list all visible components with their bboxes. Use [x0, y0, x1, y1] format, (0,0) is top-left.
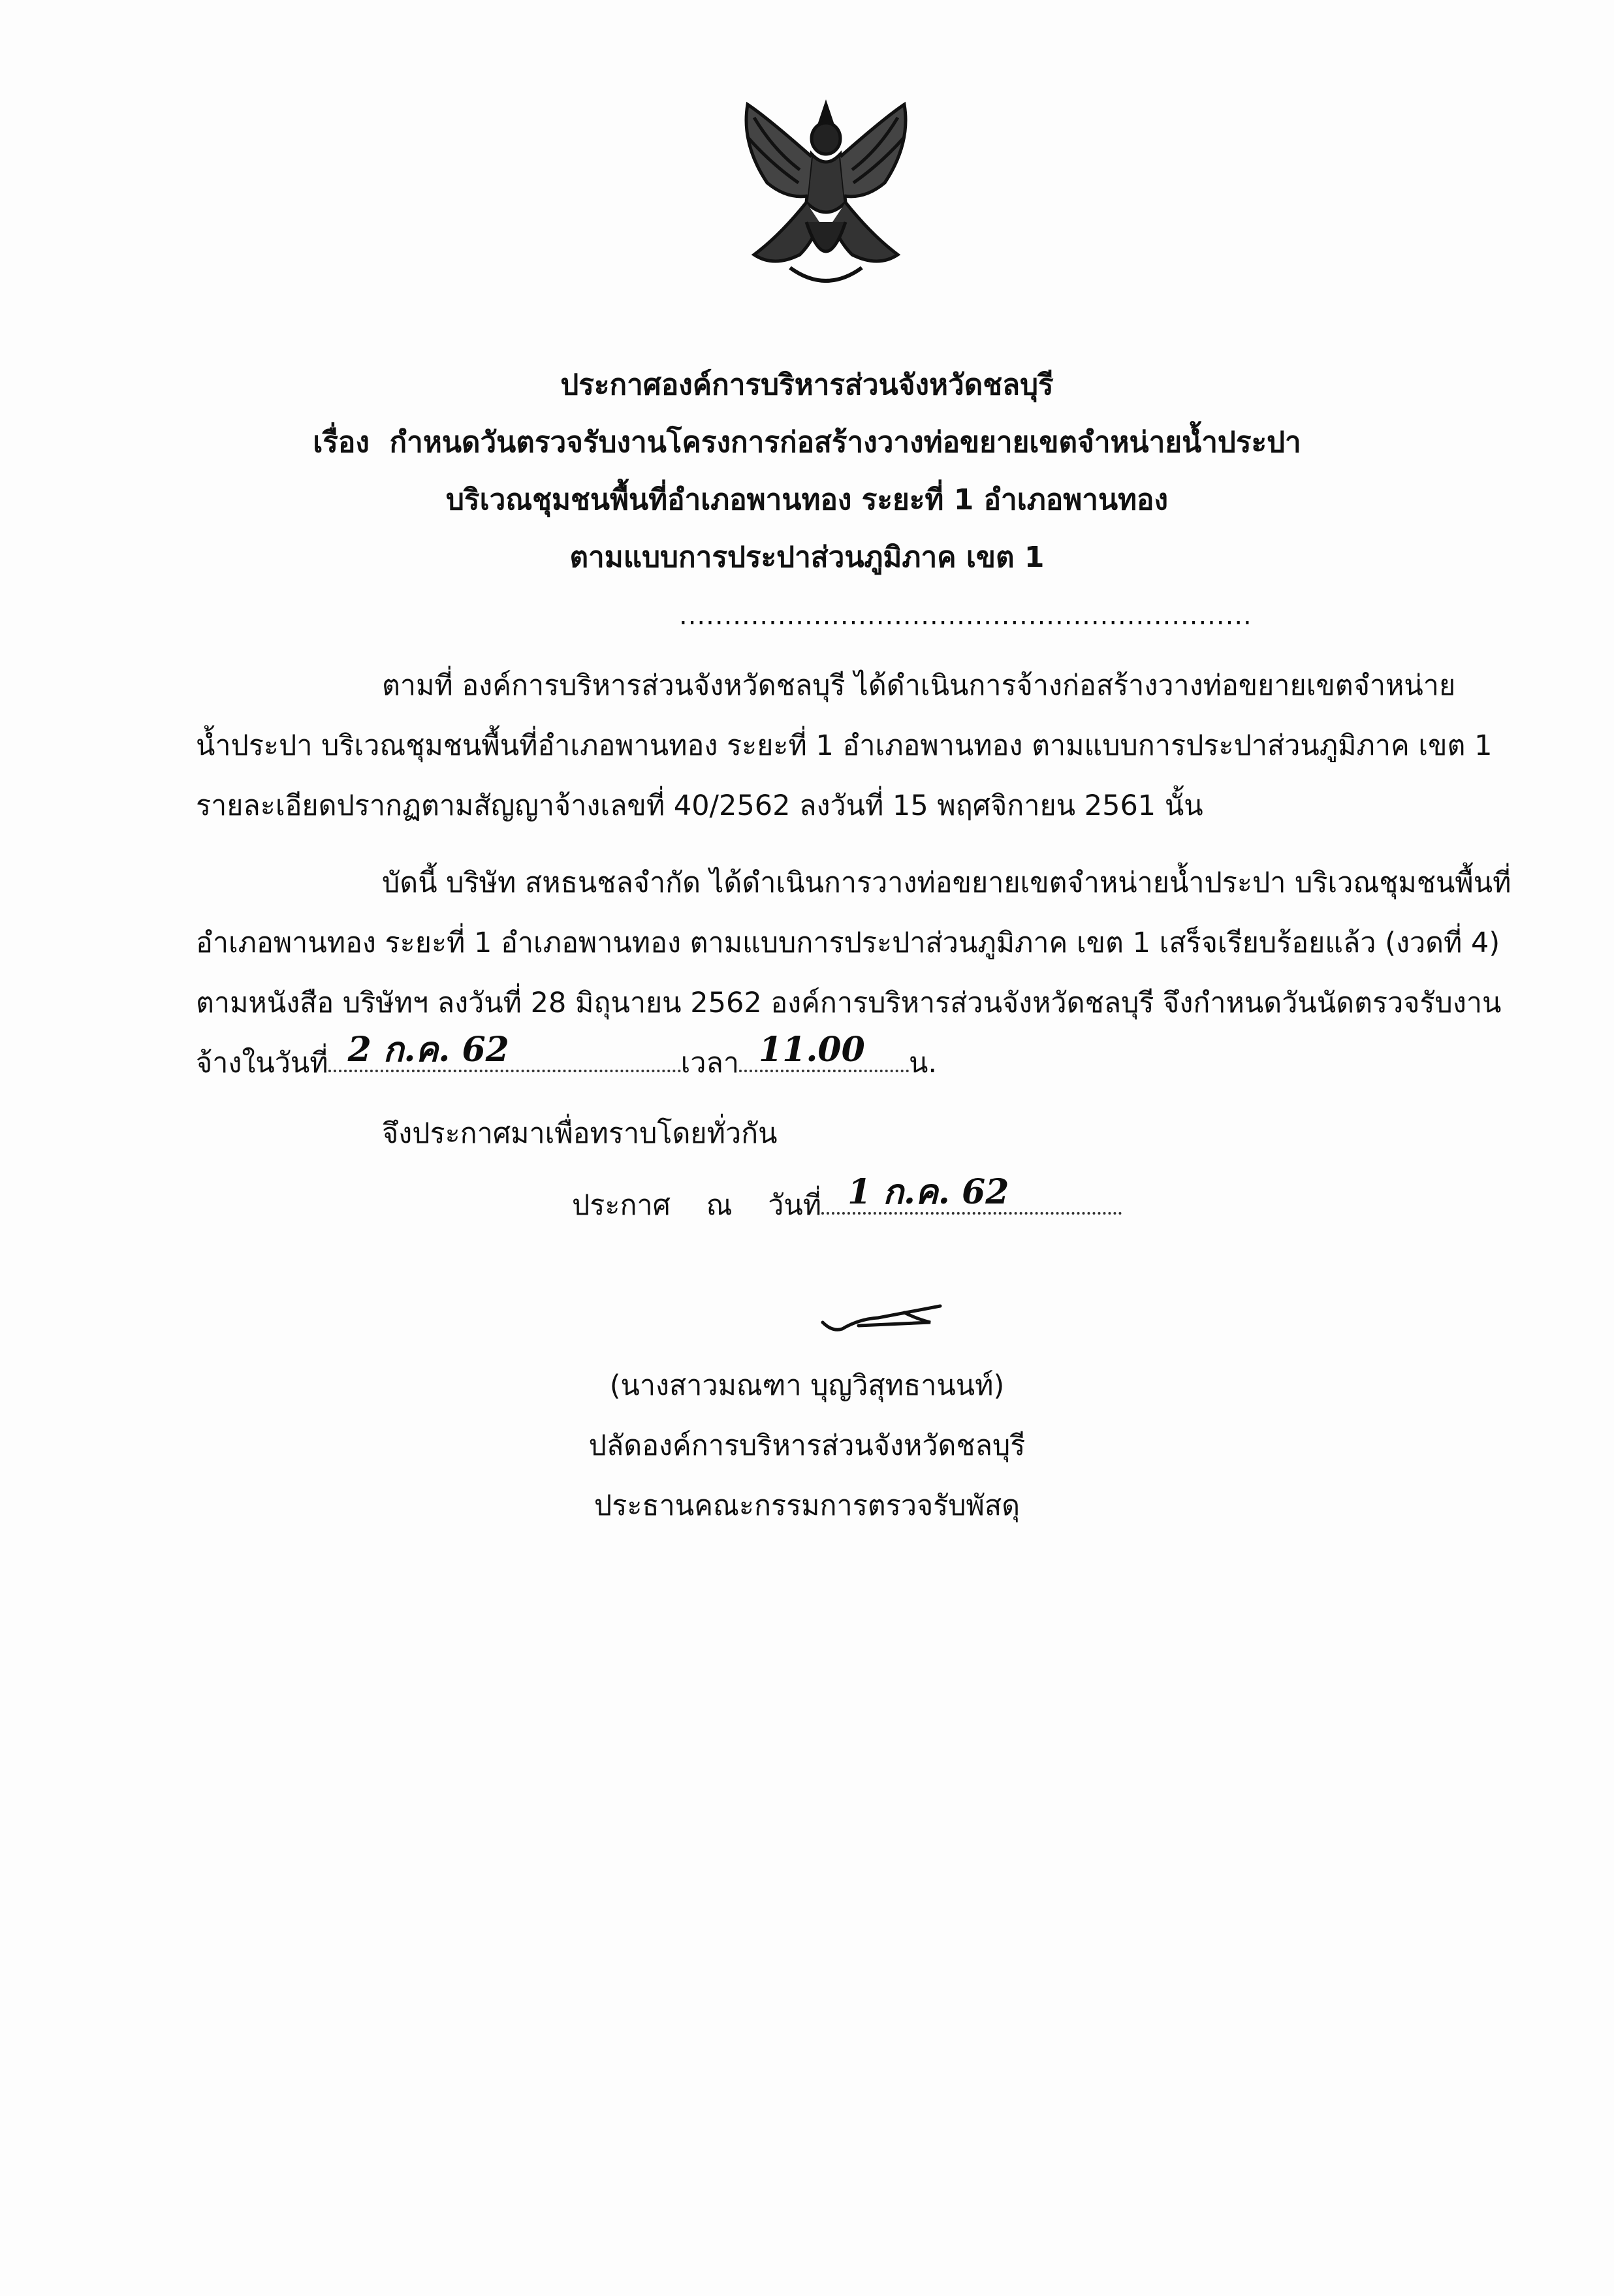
subject-line-1: [0, 423, 1614, 462]
garuda-emblem-icon: [728, 91, 924, 300]
time-fill-field: [739, 1030, 909, 1072]
signatory-position-2: ประธานคณะกรรมการตรวจรับพัสดุ: [593, 1490, 1021, 1522]
handwritten-date: 2 ก.ค. 62: [347, 1030, 509, 1070]
subject-text-1: กำหนดวันตรวจรับงานโครงการก่อสร้างวางท่อขยายเขตจำหน่ายน้ำประปา: [389, 426, 1301, 459]
announce-date-field: [821, 1172, 1122, 1215]
handwritten-time: 11.00: [758, 1030, 865, 1070]
announcement-date-row: [572, 1172, 1122, 1225]
announce-label: ประกาศ: [572, 1189, 671, 1222]
handwritten-signature: [819, 1293, 950, 1345]
announce-date-label: วันที่: [768, 1189, 822, 1222]
date-fill-field: [328, 1030, 681, 1072]
announcement-title: ประกาศองค์การบริหารส่วนจังหวัดชลบุรี: [560, 368, 1054, 402]
closing-text: จึงประกาศมาเพื่อทราบโดยทั่วกัน: [382, 1117, 778, 1150]
time-label: เวลา: [680, 1047, 739, 1079]
para1-line2: น้ำประปา บริเวณชุมชนพื้นที่อำเภอพานทอง ระยะที่ 1 อำเภอพานทอง ตามแบบการประปาส่วนภูมิภาค เขต 1: [196, 729, 1493, 762]
separator-dots: ................................................................: [679, 601, 1252, 631]
para1-line1: ตามที่ องค์การบริหารส่วนจังหวัดชลบุรี ได้ดำเนินการจ้างก่อสร้างวางท่อขยายเขตจำหน่าย: [382, 669, 1456, 702]
subject-label: เรื่อง: [313, 426, 370, 459]
para2-line2: อำเภอพานทอง ระยะที่ 1 อำเภอพานทอง ตามแบบการประปาส่วนภูมิภาค เขต 1 เสร็จเรียบร้อยแล้ว (งวดที่ 4): [196, 927, 1500, 959]
subject-line-3: ตามแบบการประปาส่วนภูมิภาค เขต 1: [569, 541, 1045, 574]
para2-line3: ตามหนังสือ บริษัทฯ ลงวันที่ 28 มิถุนายน 2562 องค์การบริหารส่วนจังหวัดชลบุรี จึงกำหนดวันนัดตรวจรับงาน: [196, 987, 1502, 1019]
inspection-date-row: [196, 1030, 938, 1083]
handwritten-announce-date: 1 ก.ค. 62: [847, 1172, 1009, 1212]
time-suffix: น.: [908, 1047, 938, 1079]
para1-line3: รายละเอียดปรากฏตามสัญญาจ้างเลขที่ 40/2562 ลงวันที่ 15 พฤศจิกายน 2561 นั้น: [196, 789, 1203, 822]
date-prefix: จ้างในวันที่: [196, 1047, 328, 1079]
announce-at: ณ: [706, 1189, 733, 1222]
signatory-position-1: ปลัดองค์การบริหารส่วนจังหวัดชลบุรี: [588, 1429, 1026, 1462]
subject-line-2: บริเวณชุมชนพื้นที่อำเภอพานทอง ระยะที่ 1 อำเภอพานทอง: [446, 483, 1168, 517]
signatory-name: (นางสาวมณฑา บุญวิสุทธานนท์): [609, 1369, 1005, 1402]
para2-line1: บัดนี้ บริษัท สหธนชลจำกัด ได้ดำเนินการวางท่อขยายเขตจำหน่ายน้ำประปา บริเวณชุมชนพื้นที่: [382, 867, 1511, 899]
